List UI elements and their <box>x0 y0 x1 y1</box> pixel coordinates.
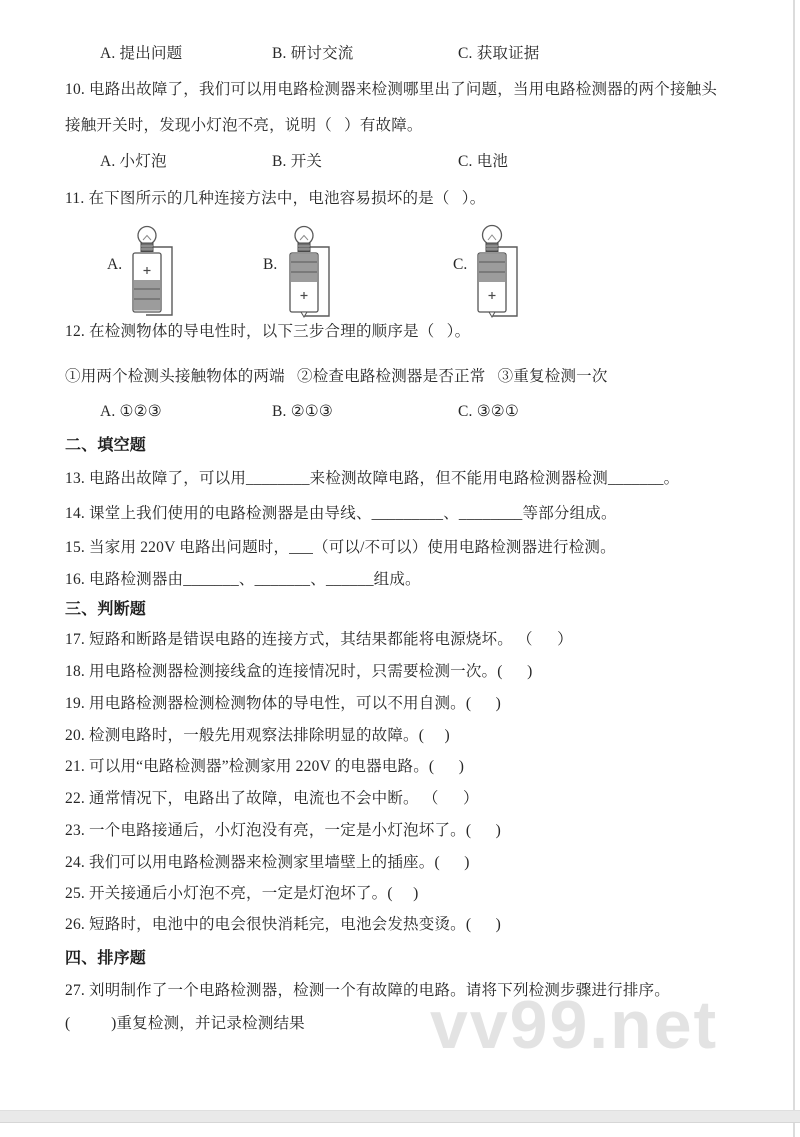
circuit-figure-a <box>122 224 180 320</box>
question15-text: 15. 当家用 220V 电路出问题时，___（可以/不可以）使用电路检测器进行检测。 <box>65 539 616 556</box>
question11-text: 11. 在下图所示的几种连接方法中，电池容易损坏的是（ ）。 <box>65 190 486 207</box>
question10-line1: 10. 电路出故障了，我们可以用电路检测器来检测哪里出了问题，当用电路检测器的两个接触头 <box>65 81 718 98</box>
question13-text: 13. 电路出故障了，可以用________来检测故障电路，但不能用电路检测器检测_______。 <box>65 470 680 487</box>
question22-text: 22. 通常情况下，电路出了故障，电流也不会中断。 （ ） <box>65 790 479 807</box>
question24-text: 24. 我们可以用电路检测器来检测家里墙壁上的插座。( ) <box>65 854 470 871</box>
section4-heading: 四、排序题 <box>65 950 147 967</box>
question12-option-a: A. ①②③ <box>100 403 162 420</box>
question10-line2: 接触开关时，发现小灯泡不亮，说明（ ）有故障。 <box>65 117 423 134</box>
battery-icon <box>290 253 318 317</box>
section3-heading: 三、判断题 <box>65 601 147 618</box>
question9-option-a: A. 提出问题 <box>100 45 183 62</box>
light-bulb-icon <box>295 227 313 252</box>
site-watermark: vv99.net <box>430 987 719 1063</box>
page-break-band <box>0 1110 800 1123</box>
circuit-figure-c <box>467 224 525 320</box>
question10-option-b: B. 开关 <box>272 153 323 170</box>
question9-options-row <box>65 44 786 64</box>
question25-text: 25. 开关接通后小灯泡不亮，一定是灯泡坏了。( ) <box>65 885 419 902</box>
circuit-figure-b <box>279 224 337 320</box>
question11-figures-row <box>65 224 786 322</box>
question12-option-b: B. ②①③ <box>272 403 333 420</box>
question17-text: 17. 短路和断路是错误电路的连接方式，其结果都能将电源烧坏。 （ ） <box>65 631 573 648</box>
battery-icon <box>133 253 161 312</box>
figure-a-label: A. <box>107 256 123 273</box>
question20-text: 20. 检测电路时，一般先用观察法排除明显的故障。( ) <box>65 727 450 744</box>
question27-step1: ( )重复检测，并记录检测结果 <box>65 1015 305 1032</box>
question12-text: 12. 在检测物体的导电性时，以下三步合理的顺序是（ ）。 <box>65 323 471 340</box>
question18-text: 18. 用电路检测器检测接线盒的连接情况时，只需要检测一次。( ) <box>65 663 533 680</box>
figure-c-label: C. <box>453 256 468 273</box>
question12-options-row <box>65 402 786 422</box>
question14-text: 14. 课堂上我们使用的电路检测器是由导线、_________、________等部分组成。 <box>65 505 617 522</box>
question21-text: 21. 可以用“电路检测器”检测家用 220V 的电器电路。( ) <box>65 758 465 775</box>
question9-option-b: B. 研讨交流 <box>272 45 354 62</box>
question19-text: 19. 用电路检测器检测检测物体的导电性，可以不用自测。( ) <box>65 695 502 712</box>
question27-text: 27. 刘明制作了一个电路检测器，检测一个有故障的电路。请将下列检测步骤进行排序。 <box>65 982 670 999</box>
question9-option-c: C. 获取证据 <box>458 45 540 62</box>
battery-icon <box>478 253 506 317</box>
question23-text: 23. 一个电路接通后，小灯泡没有亮，一定是小灯泡坏了。( ) <box>65 822 502 839</box>
question16-text: 16. 电路检测器由_______、_______、______组成。 <box>65 571 421 588</box>
question12-steps: ①用两个检测头接触物体的两端 ②检查电路检测器是否正常 ③重复检测一次 <box>65 368 608 385</box>
question26-text: 26. 短路时，电池中的电会很快消耗完，电池会发热变烫。( ) <box>65 916 502 933</box>
question10-options-row <box>65 152 786 172</box>
light-bulb-icon <box>138 227 156 252</box>
page-right-edge <box>793 0 795 1137</box>
question10-option-c: C. 电池 <box>458 153 509 170</box>
section2-heading: 二、填空题 <box>65 437 147 454</box>
question12-option-c: C. ③②① <box>458 403 519 420</box>
question10-option-a: A. 小灯泡 <box>100 153 167 170</box>
figure-b-label: B. <box>263 256 278 273</box>
